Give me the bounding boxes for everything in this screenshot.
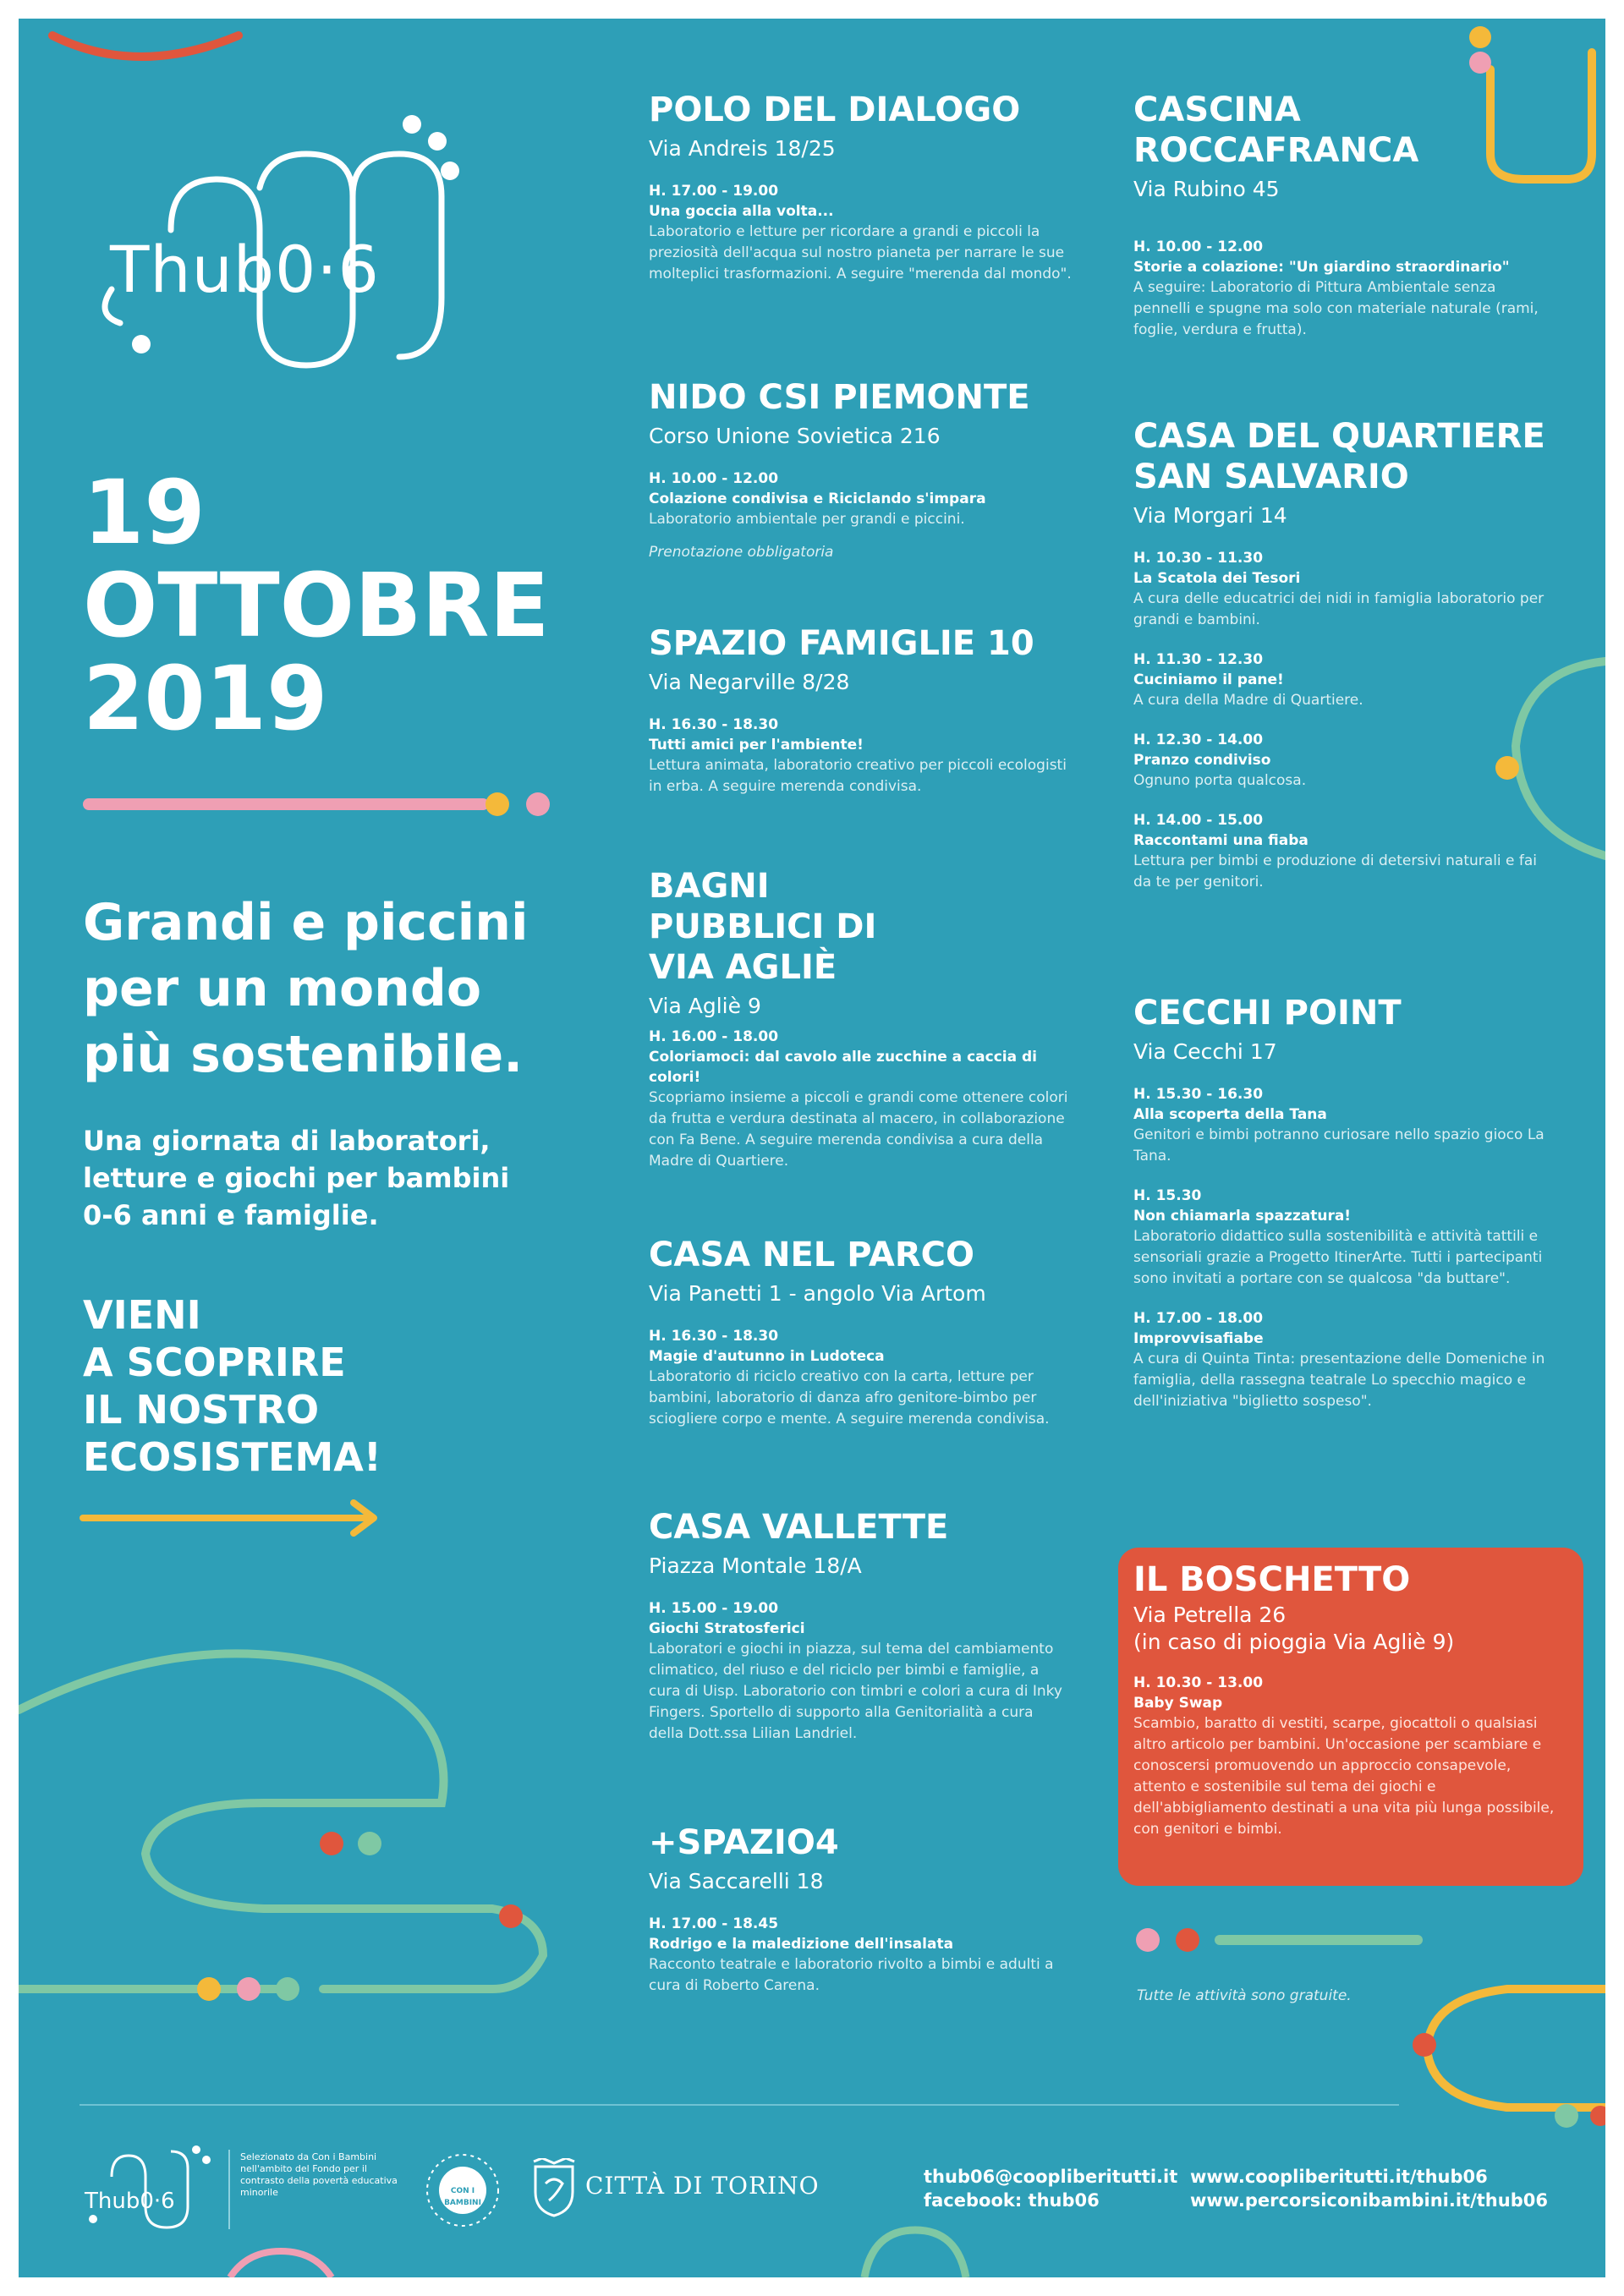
activity-description: A cura della Madre di Quartiere.: [1133, 692, 1363, 709]
activity-description: Genitori e bimbi potranno curiosare nello spazio gioco La Tana.: [1133, 1126, 1544, 1164]
activity-time: H. 10.30 - 13.00: [1133, 1674, 1264, 1691]
swirl-yellow-dot: [197, 1977, 221, 2001]
swirl-green-dot-2: [276, 1977, 299, 2001]
top-right-dot-2: [1469, 52, 1491, 74]
activity-description: Laboratorio ambientale per grandi e piccini.: [649, 511, 965, 528]
activity: [649, 181, 1072, 285]
venue-spazio4: [649, 1822, 1072, 2015]
pink-dot-date: [526, 792, 550, 816]
venue-address: Corso Unione Sovietica 216: [649, 424, 941, 448]
yellow-dot-date: [486, 792, 509, 816]
activity: [649, 1914, 1072, 1997]
bottom-right-green-dot: [1555, 2104, 1578, 2128]
activity-time: H. 14.00 - 15.00: [1133, 812, 1264, 829]
venue-name: CASCINA ROCCAFRANCA: [1133, 90, 1419, 170]
headline-line-1: Grandi e piccini: [83, 893, 529, 952]
activity-title: Coloriamoci: dal cavolo alle zucchine a caccia di colori!: [649, 1049, 1037, 1086]
activity-description: Lettura animata, laboratorio creativo per piccoli ecologisti in erba. A seguire merenda condivisa.: [649, 757, 1067, 795]
activity: [649, 1027, 1072, 1172]
activity-description: Racconto teatrale e laboratorio rivolto a bimbi e adulti a cura di Roberto Carena.: [649, 1956, 1054, 1994]
activity: [649, 715, 1072, 797]
venue-name: IL BOSCHETTO: [1133, 1560, 1411, 1599]
activity-time: H. 16.30 - 18.30: [649, 716, 779, 733]
activity-time: H. 10.30 - 11.30: [1133, 550, 1264, 567]
venue-address: Via Saccarelli 18: [649, 1869, 824, 1893]
headline-line-3: più sostenibile.: [83, 1025, 523, 1084]
activity-title: Improvvisafiabe: [1133, 1330, 1264, 1347]
bottom-left-swirl: [19, 1653, 543, 1989]
activity-description: A seguire: Laboratorio di Pittura Ambientale senza pennelli e spugne ma solo con materiale naturale (rami, foglie, verdura e frutta).: [1133, 279, 1539, 338]
activity-time: H. 10.00 - 12.00: [1133, 238, 1264, 255]
event-month: OTTOBRE: [83, 554, 550, 657]
activity-title: Raccontami una fiaba: [1133, 832, 1309, 849]
bottom-right-yellow-curve: [1427, 1989, 1605, 2107]
venue-cecchi-point: [1133, 993, 1556, 1431]
swirl-green-dot: [358, 1832, 381, 1855]
citta-di-torino: CITTÀ DI TORINO: [585, 2172, 820, 2200]
pink-dot-free: [1136, 1928, 1160, 1952]
venue-address: Via Negarville 8/28: [649, 670, 850, 694]
red-dot-free: [1176, 1928, 1199, 1952]
subheadline: [83, 1122, 509, 1234]
venue-name: SPAZIO FAMIGLIE 10: [649, 624, 1034, 663]
top-left-arc: [52, 36, 239, 57]
venue-cascina-roccafranca-activity: [1133, 237, 1556, 359]
activity-time: H. 16.30 - 18.30: [649, 1328, 779, 1345]
activity-time: H. 15.30 - 16.30: [1133, 1086, 1264, 1103]
activity: [649, 1598, 1072, 1745]
venue-name: +SPAZIO4: [649, 1823, 839, 1862]
event-year: 2019: [83, 647, 328, 750]
logo-text: Thub0·6: [110, 232, 380, 307]
activity: [1133, 730, 1556, 792]
activity-time: H. 12.30 - 14.00: [1133, 732, 1264, 748]
activity: [1133, 649, 1556, 711]
subheadline-line-1: Una giornata di laboratori,: [83, 1125, 491, 1157]
activity-time: H. 11.30 - 12.30: [1133, 651, 1264, 668]
contact-email[interactable]: thub06@coopliberitutti.it: [924, 2167, 1178, 2187]
activity: [1133, 237, 1556, 341]
activity-title: Cuciniamo il pane!: [1133, 671, 1284, 688]
venue-cascina-roccafranca: [1133, 90, 1421, 222]
activity: [1133, 1673, 1556, 1840]
headline: [83, 890, 529, 1088]
venue-address: Via Rubino 45: [1133, 177, 1280, 201]
activity-title: Tutti amici per l'ambiente!: [649, 737, 864, 753]
website-link-2[interactable]: www.percorsiconibambini.it/thub06: [1190, 2190, 1548, 2211]
activity-time: H. 10.00 - 12.00: [649, 470, 779, 487]
pink-bar: [83, 798, 489, 810]
website-link-1[interactable]: www.coopliberitutti.it/thub06: [1190, 2167, 1488, 2187]
venue-address: Piazza Montale 18/A: [649, 1553, 862, 1578]
venue-casa-nel-parco: [649, 1235, 1072, 1449]
activity-title: Rodrigo e la maledizione dell'insalata: [649, 1936, 954, 1953]
activity-description: Scambio, baratto di vestiti, scarpe, giocattoli o qualsiasi altro articolo per bambini. Un'occasione per scambiare e conoscersi promuovendo un approccio consapevole, attento e sostenibile sul tema dei giochi e dell'abbigliamento destinati a una vita più lunga possibile, con genitori e bimbi.: [1133, 1715, 1555, 1838]
activity-description: Laboratorio e letture per ricordare a grandi e piccoli la preziosità dell'acqua sul nostro pianeta per narrare le sue molteplici trasformazioni. A seguire "merenda dal mondo".: [649, 223, 1072, 282]
cta-line-1: VIENI: [83, 1292, 201, 1338]
cta-line-3: IL NOSTRO: [83, 1387, 320, 1433]
venue-address: Via Cecchi 17: [1133, 1039, 1277, 1064]
activity: [1133, 548, 1556, 631]
activity-title: Colazione condivisa e Riciclando s'impara: [649, 490, 986, 507]
subheadline-line-2: letture e giochi per bambini: [83, 1162, 510, 1194]
bottom-pink-arc: [230, 2251, 332, 2277]
activity-title: Giochi Stratosferici: [649, 1620, 805, 1637]
contact-facebook[interactable]: facebook: thub06: [924, 2190, 1100, 2211]
con-i-bambini-text: CON I BAMBINI: [444, 2187, 481, 2207]
activity-description: Ognuno porta qualcosa.: [1133, 772, 1307, 789]
activity: [1133, 1308, 1556, 1412]
activity-title: Magie d'autunno in Ludoteca: [649, 1348, 885, 1365]
venue-address: Via Panetti 1 - angolo Via Artom: [649, 1281, 986, 1306]
venue-polo-del-dialogo: [649, 90, 1072, 304]
free-activities-note: Tutte le attività sono gratuite.: [1137, 1987, 1352, 2004]
cta-line-2: A SCOPRIRE: [83, 1340, 346, 1385]
venue-name: CASA VALLETTE: [649, 1508, 949, 1547]
venue-spazio-famiglie-10: [649, 623, 1072, 816]
activity-time: H. 15.00 - 19.00: [649, 1600, 779, 1617]
activity-description: Laboratori e giochi in piazza, sul tema del cambiamento climatico, del riuso e del riciclo per bimbi e famiglie, a cura di Uisp. Laboratorio con timbri e colori a cura di Inky Fingers. Sportello di supporto alla Genitorialità a cura della Dott.ssa Lilian Landriel.: [649, 1641, 1062, 1742]
venue-bagni-pubblici-activity: [649, 1027, 1072, 1191]
venue-casa-quartiere-san-salvario: [1133, 416, 1556, 912]
footer-separator: [228, 2150, 230, 2229]
subheadline-line-3: 0-6 anni e famiglie.: [83, 1199, 379, 1231]
torino-crest-icon: [530, 2158, 578, 2217]
swirl-red-dot-2: [499, 1904, 523, 1928]
venue-name: POLO DEL DIALOGO: [649, 90, 1021, 129]
activity-time: H. 17.00 - 19.00: [649, 183, 779, 200]
poster: [19, 19, 1605, 2277]
activity-title: Una goccia alla volta...: [649, 203, 834, 220]
cta-line-4: ECOSISTEMA!: [83, 1434, 381, 1480]
footer-divider: [80, 2104, 1399, 2106]
venue-address: Via Morgari 14: [1133, 503, 1287, 528]
activity: [1133, 1186, 1556, 1290]
green-bar-free: [1215, 1935, 1423, 1945]
activity-title: Alla scoperta della Tana: [1133, 1106, 1327, 1123]
activity: [649, 1326, 1072, 1430]
booking-note: Prenotazione obbligatoria: [649, 544, 834, 561]
activity-title: Non chiamarla spazzatura!: [1133, 1208, 1352, 1225]
bottom-right-red-dot: [1413, 2033, 1436, 2057]
activity-title: La Scatola dei Tesori: [1133, 570, 1301, 587]
venue-address: Via Petrella 26: [1133, 1603, 1287, 1627]
swirl-red-dot-1: [320, 1832, 343, 1855]
activity-description: Lettura per bimbi e produzione di detersivi naturali e fai da te per genitori.: [1133, 852, 1538, 890]
activity-description: A cura di Quinta Tinta: presentazione delle Domeniche in famiglia, della rassegna teatrale Lo specchio magico e dell'iniziativa "biglietto sospeso".: [1133, 1351, 1545, 1410]
venue-il-boschetto: [1133, 1559, 1556, 1859]
activity: [649, 469, 1072, 530]
activity-time: H. 15.30: [1133, 1187, 1202, 1204]
headline-line-2: per un mondo: [83, 959, 482, 1018]
swirl-pink-dot: [237, 1977, 261, 2001]
activity-description: Scopriamo insieme a piccoli e grandi come ottenere colori da frutta e verdura destinata al macero, in collaborazione con Fa Bene. A seguire merenda condivisa a cura della Madre di Quartiere.: [649, 1089, 1068, 1170]
venue-name: CASA NEL PARCO: [649, 1236, 974, 1274]
event-day: 19: [83, 461, 206, 564]
activity-title: Storie a colazione: "Un giardino straordinario": [1133, 259, 1510, 276]
activity-time: H. 16.00 - 18.00: [649, 1028, 779, 1045]
venue-name: CECCHI POINT: [1133, 994, 1402, 1033]
activity-description: Laboratorio didattico sulla sostenibilità e attività tattili e sensoriali grazie a Progetto ItinerArte. Tutti i partecipanti sono invitati a portare con se qualcosa "da buttare".: [1133, 1228, 1543, 1287]
activity-time: H. 17.00 - 18.45: [649, 1915, 779, 1932]
activity-description: Laboratorio di riciclo creativo con la carta, letture per bambini, laboratorio di danza afro genitore-bimbo per sciogliere corpo e mente. A seguire merenda condivisa.: [649, 1368, 1050, 1427]
venue-bagni-pubblici: [649, 866, 928, 1038]
bottom-green-arc-1: [864, 2230, 966, 2277]
activity: [1133, 1084, 1556, 1167]
top-right-hook: [1490, 52, 1592, 179]
venue-name: NIDO CSI PIEMONTE: [649, 378, 1030, 417]
venue-nido-csi-piemonte: [649, 377, 1072, 562]
venue-name: BAGNI PUBBLICI DI VIA AGLIÈ: [649, 867, 877, 987]
activity-description: A cura delle educatrici dei nidi in famiglia laboratorio per grandi e bambini.: [1133, 590, 1544, 628]
activity-title: Pranzo condiviso: [1133, 752, 1271, 769]
activity-time: H. 17.00 - 18.00: [1133, 1310, 1264, 1327]
venue-address: Via Agliè 9: [649, 994, 761, 1018]
selection-text: Selezionato da Con i Bambini nell'ambito del Fondo per il contrasto della povertà educativa minorile: [240, 2151, 398, 2198]
venue-casa-vallette: [649, 1507, 1072, 1763]
activity-title: Baby Swap: [1133, 1695, 1223, 1712]
venue-name: CASA DEL QUARTIERE SAN SALVARIO: [1133, 417, 1545, 496]
footer-logo-text: Thub0·6: [85, 2189, 175, 2214]
venue-address: Via Andreis 18/25: [649, 136, 836, 161]
call-to-action: [83, 1291, 381, 1481]
activity: [1133, 810, 1556, 893]
top-right-dot-1: [1469, 26, 1491, 48]
venue-address-note: (in caso di pioggia Via Agliè 9): [1133, 1630, 1455, 1654]
